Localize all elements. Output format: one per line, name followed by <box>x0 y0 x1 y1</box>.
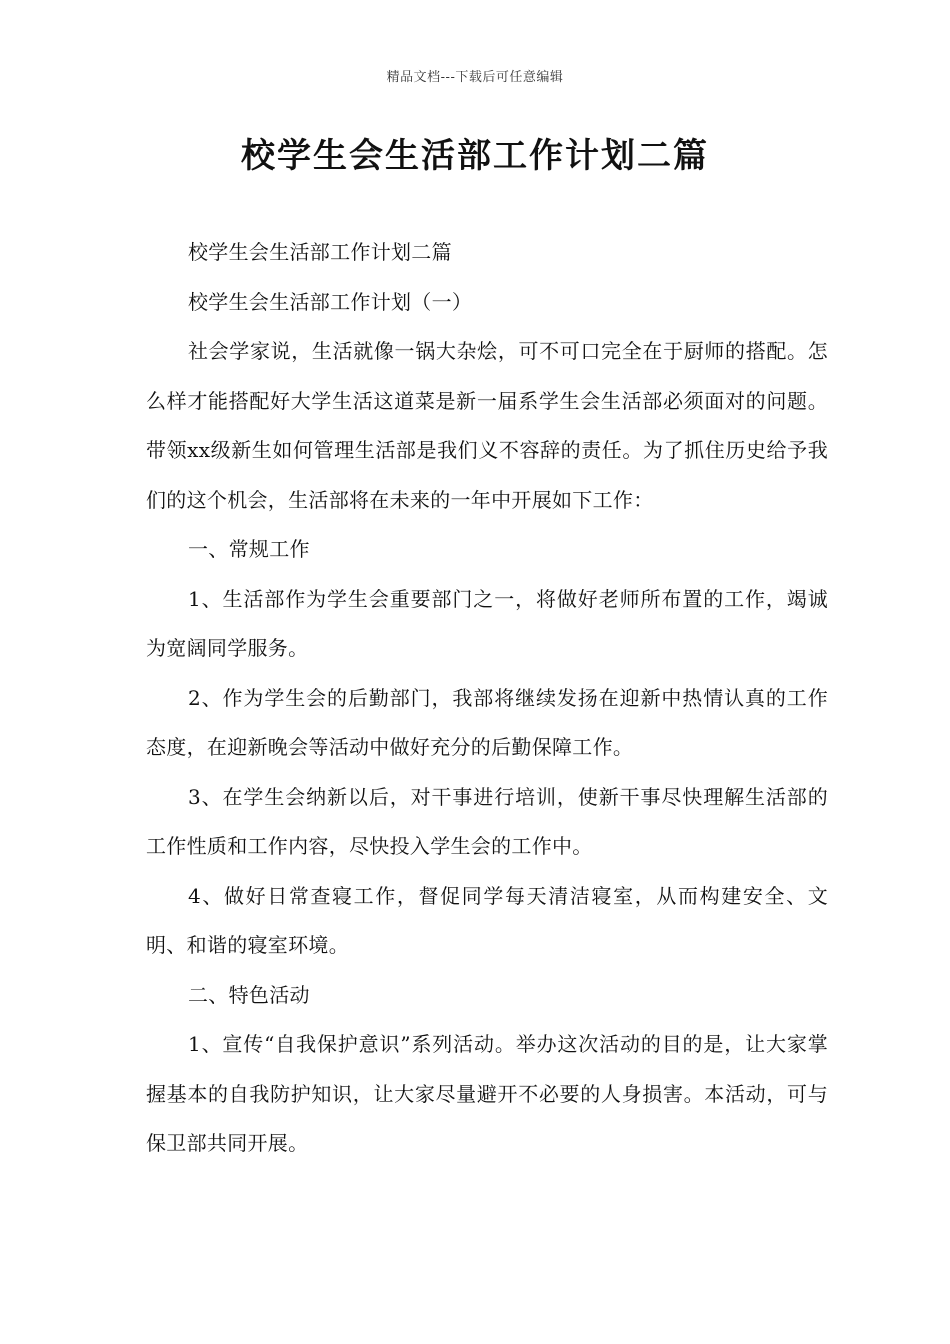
paragraph-item-4: 4、做好日常查寝工作，督促同学每天清洁寝室，从而构建安全、文明、和谐的寝室环境。 <box>146 883 828 957</box>
paragraph-intro: 社会学家说，生活就像一锅大杂烩，可不可口完全在于厨师的搭配。怎么样才能搭配好大学生活这道菜是新一届系学生会生活部必须面对的问题。带领xx级新生如何管理生活部是我们义不容辞的责任。为了抓住历史给予我们的这个机会，生活部将在未来的一年中开展如下工作： <box>146 339 828 512</box>
paragraph-item-3: 3、在学生会纳新以后，对干事进行培训，使新干事尽快理解生活部的工作性质和工作内容，尽快投入学生会的工作中。 <box>146 784 828 858</box>
document-title: 校学生会生活部工作计划二篇 <box>241 136 709 176</box>
paragraph-heading-routine: 一、常规工作 <box>188 537 310 561</box>
paragraph-special-item-1: 1、宣传“自我保护意识”系列活动。举办这次活动的目的是，让大家掌握基本的自我防护知识，让大家尽量避开不必要的人身损害。本活动，可与保卫部共同开展。 <box>146 1032 828 1155</box>
document-body <box>146 228 828 1169</box>
paragraph-subtitle: 校学生会生活部工作计划二篇 <box>188 240 452 264</box>
paragraph-heading-special: 二、特色活动 <box>188 982 310 1007</box>
paragraph-item-1: 1、生活部作为学生会重要部门之一，将做好老师所布置的工作，竭诚为宽阔同学服务。 <box>146 586 828 660</box>
paragraph-section-heading: 校学生会生活部工作计划（一） <box>188 289 473 314</box>
header-note: 精品文档---下载后可任意编辑 <box>386 70 564 85</box>
paragraph-item-2: 2、作为学生会的后勤部门，我部将继续发扬在迎新中热情认真的工作态度，在迎新晚会等活动中做好充分的后勤保障工作。 <box>146 685 828 759</box>
